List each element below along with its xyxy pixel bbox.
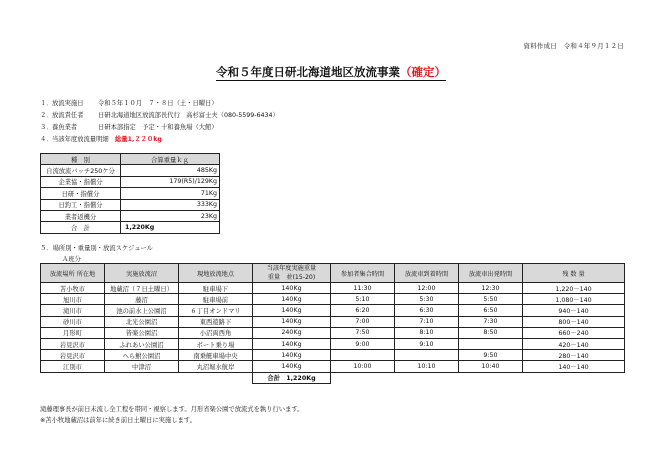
header-spot: 現地放流地点 [179, 264, 253, 283]
cell-arrive: 6:30 [395, 305, 459, 316]
amount-total-row [41, 222, 220, 233]
blank-cell [331, 372, 395, 383]
header-remain: 残 数 量 [523, 264, 625, 283]
header-weight-top: 当該年度実施重量 [266, 265, 317, 272]
cell-depart: 10:40 [459, 361, 523, 372]
schedule-table [40, 263, 625, 384]
cell-depart: 5:50 [459, 294, 523, 305]
cell-site: 皆楽公園沼 [105, 327, 179, 338]
table-row [41, 338, 625, 349]
cell-arrive: 5:30 [395, 294, 459, 305]
title-underlined [216, 65, 446, 81]
blank-cell [179, 372, 253, 383]
amount-header-weight: 合算重量ｋｇ [121, 154, 220, 165]
header-gather: 参加者集合時間 [331, 264, 395, 283]
amount-weight: 71Kg [121, 188, 220, 199]
cell-spot: 駐車場前 [179, 294, 253, 305]
cell-gather: 9:00 [331, 338, 395, 349]
cell-weight: 140Kg [253, 283, 331, 294]
table-row [41, 350, 625, 361]
cell-depart: 6:50 [459, 305, 523, 316]
amount-weight: 23Kg [121, 210, 220, 221]
cell-remain: 280－140 [523, 350, 625, 361]
cell-gather [331, 350, 395, 361]
info-number: ２． [40, 112, 53, 119]
note-line: 滝藤理事長が前日未流し全工程を帯同・視察します。月形省楽公園で放流式を執り行います。 [40, 406, 304, 413]
cell-site: ふれあい公園沼 [105, 338, 179, 349]
blank-cell [459, 372, 523, 383]
cell-site: へら鮒公園沼 [105, 350, 179, 361]
cell-arrive: 12:00 [395, 283, 459, 294]
page-title [0, 64, 662, 80]
cell-depart: 8:50 [459, 327, 523, 338]
cell-weight: 240Kg [253, 327, 331, 338]
info-line-manager [40, 110, 279, 119]
cell-area: 岩見沢市 [41, 338, 105, 349]
header-area: 放流場所 所在地 [41, 264, 105, 283]
info-label: 当該年度放流量明細 [52, 136, 109, 143]
cell-gather: 7:50 [331, 327, 395, 338]
cell-site: 池の前水上公園沼 [105, 305, 179, 316]
blank-cell [395, 372, 459, 383]
header-depart: 放流車出発時間 [459, 264, 523, 283]
cell-spot: ボート乗り場 [179, 338, 253, 349]
cell-remain: 1,220－140 [523, 283, 625, 294]
amount-type: 日研・指償分 [41, 188, 121, 199]
info-label: 放流実施日 [52, 100, 84, 107]
cell-depart: 12:30 [459, 283, 523, 294]
schedule-total-row [41, 372, 625, 383]
cell-arrive [395, 350, 459, 361]
amount-table [40, 153, 220, 234]
cell-area: 滝川市 [41, 305, 105, 316]
info-line-date [40, 98, 218, 107]
cell-depart: 7:30 [459, 316, 523, 327]
cell-gather: 7:00 [331, 316, 395, 327]
header-site: 実施放流沼 [105, 264, 179, 283]
table-row [41, 361, 625, 372]
cell-site: 北光公園沼 [105, 316, 179, 327]
amount-total-label: 合 計 [41, 222, 121, 233]
cell-area: 旭川市 [41, 294, 105, 305]
schedule-total-value: 1,220Kg [286, 375, 316, 383]
cell-weight: 140Kg [253, 338, 331, 349]
table-row [41, 199, 220, 210]
amount-table-header [41, 154, 220, 165]
cell-site: 中津沼 [105, 361, 179, 372]
amount-weight: 179(R5)/129Kg [121, 176, 220, 187]
cell-remain: 1,080－140 [523, 294, 625, 305]
cell-arrive: 9:10 [395, 338, 459, 349]
header-arrive: 放流車到着時間 [395, 264, 459, 283]
title-paren-open: （ [400, 65, 412, 79]
amount-type: 日釣工・指償分 [41, 199, 121, 210]
blank-cell [523, 372, 625, 383]
cell-gather: 6:20 [331, 305, 395, 316]
table-row [41, 210, 220, 221]
info-number: １． [40, 100, 53, 107]
schedule-total-label: 合計 [267, 375, 280, 383]
table-row [41, 176, 220, 187]
cell-remain: 940－140 [523, 305, 625, 316]
title-paren-close: ） [434, 65, 446, 79]
cell-area: 苫小牧市 [41, 283, 105, 294]
amount-header-type: 種 別 [41, 154, 121, 165]
info-label: 養魚業者 [52, 124, 78, 131]
info-number: ３． [40, 124, 53, 131]
amount-weight: 333Kg [121, 199, 220, 210]
table-row [41, 316, 625, 327]
cell-weight: 140Kg [253, 294, 331, 305]
cell-spot: 丸沼堀水航岸 [179, 361, 253, 372]
amount-type: 業者返機分 [41, 210, 121, 221]
cell-spot: ６丁目オンドマリ [179, 305, 253, 316]
amount-type: 自流放流バッチ250ケ分 [41, 165, 121, 176]
info-line-amount [40, 134, 162, 143]
cell-weight: 140Kg [253, 305, 331, 316]
header-weight-bottom: 重量 並(15-20) [267, 274, 316, 281]
amount-type: 企業協・指償分 [41, 176, 121, 187]
table-row [41, 188, 220, 199]
note-line: ※苫小牧地蔵沼は前年に続き前日土曜日に実施します。 [40, 417, 196, 424]
title-status: 確定 [411, 65, 435, 79]
cell-remain: 800－140 [523, 316, 625, 327]
team-label: Ａ班分 [62, 256, 81, 263]
total-amount-highlight: 総量1,２２０kg [114, 136, 162, 143]
cell-area: 砂川市 [41, 316, 105, 327]
cell-arrive: 10:10 [395, 361, 459, 372]
cell-spot: 東西遊路下 [179, 316, 253, 327]
table-row [41, 283, 625, 294]
table-row [41, 165, 220, 176]
info-value: 日研本部指定 予定・十和養魚場（大館） [98, 124, 218, 131]
info-value: 令和５年１０月 ７・８日（土・日曜日） [98, 100, 218, 107]
cell-spot: 駐車場下 [179, 283, 253, 294]
cell-depart [459, 338, 523, 349]
cell-spot: 小沼両西角 [179, 327, 253, 338]
cell-weight: 140Kg [253, 316, 331, 327]
section-heading: ５．場所別・重量別・放流スケジュール [40, 245, 153, 252]
cell-remain: 140－140 [523, 361, 625, 372]
cell-arrive: 8:10 [395, 327, 459, 338]
cell-site: 地蔵沼（７日土曜日） [105, 283, 179, 294]
cell-spot: 南乗艇車場中央 [179, 350, 253, 361]
info-label: 放流責任者 [52, 112, 84, 119]
cell-remain: 420－140 [523, 338, 625, 349]
blank-cell [105, 372, 179, 383]
schedule-header [41, 264, 625, 283]
table-row [41, 305, 625, 316]
schedule-total [253, 372, 331, 383]
cell-area: 江別市 [41, 361, 105, 372]
blank-cell [41, 372, 105, 383]
cell-gather: 11:30 [331, 283, 395, 294]
cell-arrive: 7:10 [395, 316, 459, 327]
created-date: 資料作成日 令和４年９月１２日 [523, 42, 624, 50]
table-row [41, 327, 625, 338]
table-row [41, 294, 625, 305]
cell-gather: 10:00 [331, 361, 395, 372]
cell-gather: 5:10 [331, 294, 395, 305]
cell-weight: 140Kg [253, 350, 331, 361]
amount-total-value: 1,220Kg [121, 222, 220, 233]
cell-remain: 660－240 [523, 327, 625, 338]
cell-area: 岩見沢市 [41, 350, 105, 361]
cell-weight: 140Kg [253, 361, 331, 372]
header-weight [253, 264, 331, 283]
info-value: 日研北海道地区放流部長代行 高杉富士夫（080-5599-6434） [98, 112, 279, 119]
info-line-supplier [40, 122, 218, 131]
cell-site: 藤沼 [105, 294, 179, 305]
amount-weight: 485Kg [121, 165, 220, 176]
info-number: ４． [40, 136, 53, 143]
cell-depart: 9:50 [459, 350, 523, 361]
title-text: 令和５年度日研北海道地区放流事業 [216, 65, 400, 79]
cell-area: 月形町 [41, 327, 105, 338]
